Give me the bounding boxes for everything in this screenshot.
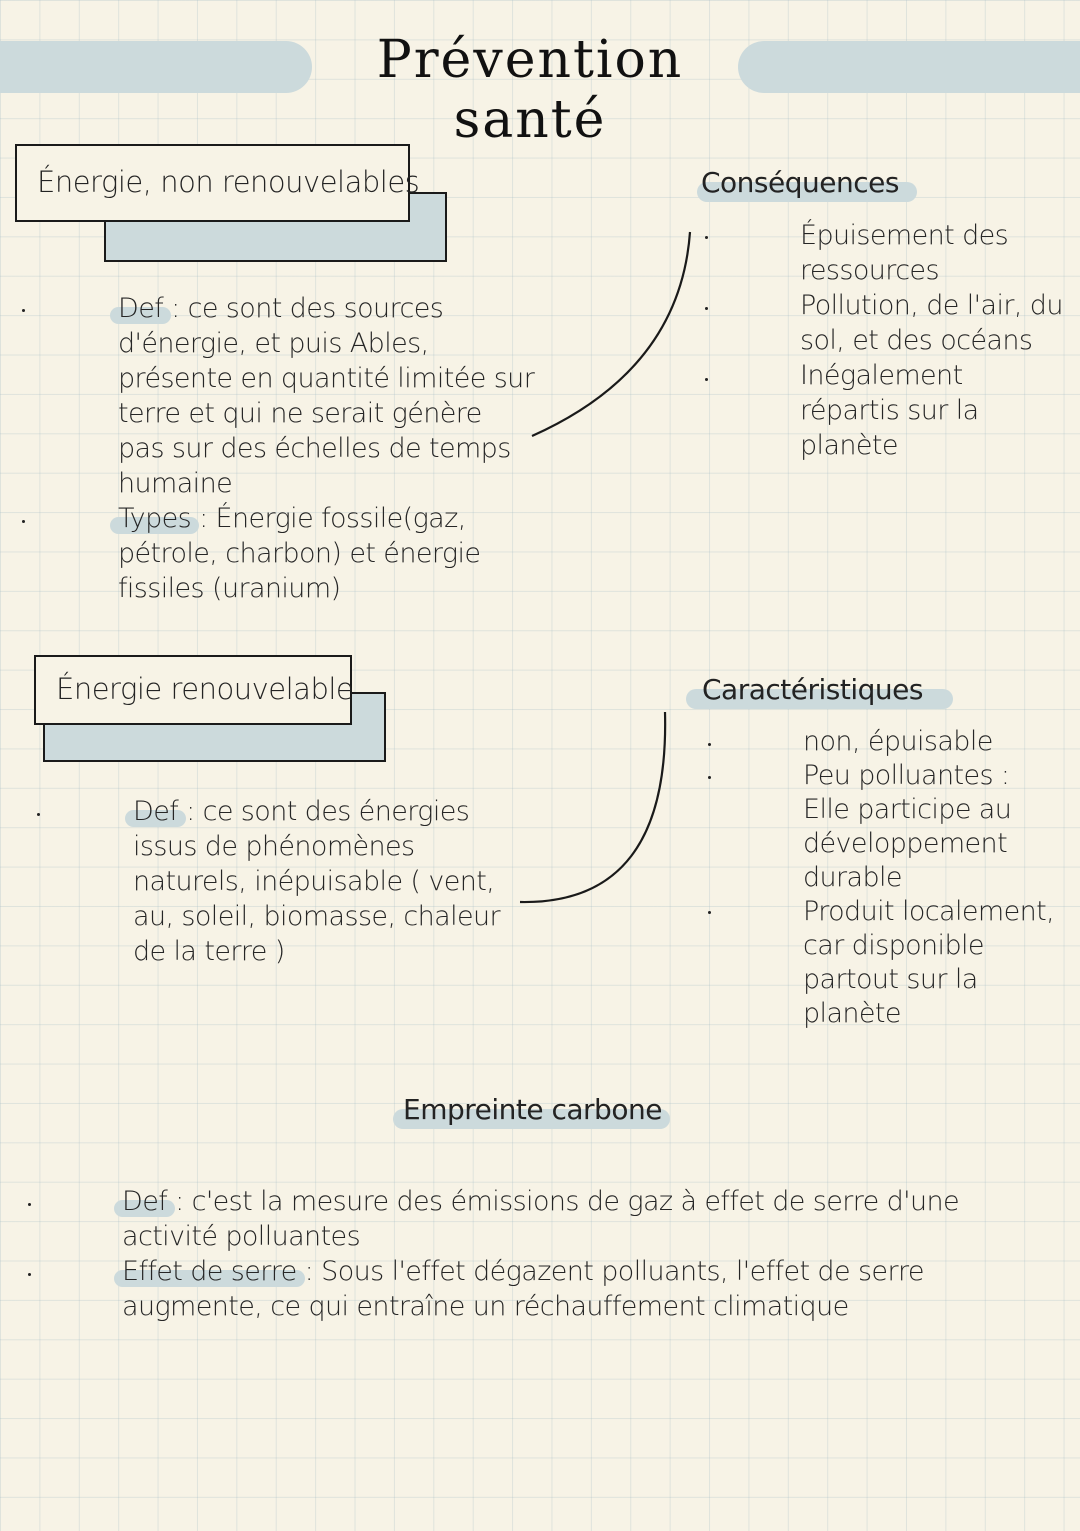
def-label-1: Def	[118, 293, 164, 324]
bullet-effet-serre	[28, 1273, 31, 1276]
def-label-2: Def	[133, 796, 179, 827]
box-title-non-renouvelable: Énergie, non renouvelables	[15, 144, 410, 222]
bullet-empreinte-def	[28, 1203, 31, 1206]
empreinte-heading: Empreinte carbone	[403, 1093, 662, 1126]
def-renouvelable: Def : ce sont des énergies issus de phénomènes naturels, inépuisable ( vent, au, soleil, biomasse, chaleur de la terre )	[133, 796, 501, 967]
def-non-renouvelable: Def : ce sont des sources d'énergie, et puis Ables, présente en quantité limitée sur terre et qui ne serait génère pas sur des échelles de temps humaine Types : Énergie fossile(gaz, pétrole, charbon) et énergie fissiles (uranium)	[118, 293, 535, 604]
empreinte-content: Def : c'est la mesure des émissions de gaz à effet de serre d'une activité polluantes Effet de serre : Sous l'effet dégazent polluants, l'effet de serre augmente, ce qui entraîne un réchauffement climatique	[122, 1186, 960, 1322]
consequences-heading: Conséquences	[701, 166, 899, 199]
caracteristiques-heading: Caractéristiques	[702, 673, 923, 706]
caracteristiques-list: non, épuisable Peu polluantes : Elle participe au développement durable Produit localement, car disponible partout sur la planète	[803, 726, 1055, 1029]
curve-to-consequences	[532, 232, 690, 436]
def-label-3: Def	[122, 1186, 168, 1217]
page-title: Prévention santé	[376, 30, 684, 150]
types-label: Types	[118, 503, 192, 534]
curve-to-caracteristiques	[520, 712, 665, 902]
consequences-list: Épuisement des ressources Pollution, de l'air, du sol, et des océans Inégalement répartis sur la planète	[800, 220, 1063, 461]
box-title-renouvelable: Énergie renouvelable	[34, 655, 352, 725]
effet-serre-label: Effet de serre	[122, 1256, 297, 1287]
